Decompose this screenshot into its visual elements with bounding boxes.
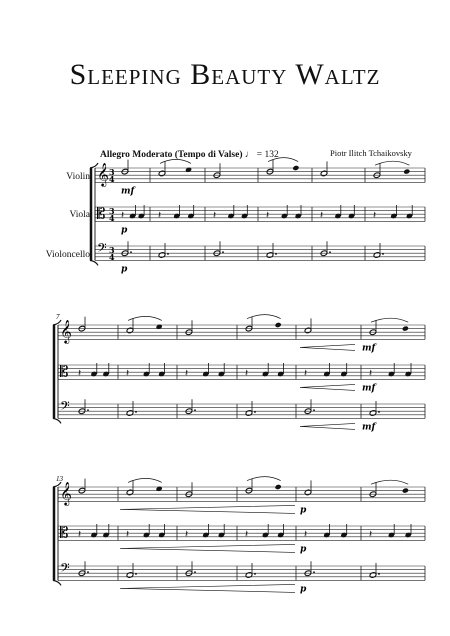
time-signature-bottom: 4 <box>109 252 115 263</box>
quarter-rest-icon: 𝄽 <box>245 528 249 540</box>
time-signature-top: 3 <box>109 205 115 216</box>
tempo-text: Allegro Moderato (Tempo di Valse) <box>100 150 243 160</box>
note-quarter <box>275 484 282 490</box>
note-quarter <box>156 486 163 492</box>
bass-clef-icon: 𝄢 <box>97 240 107 259</box>
dynamic-marking: mf <box>121 186 135 197</box>
time-signature-top: 3 <box>109 166 115 177</box>
bar-number: 13 <box>56 475 63 483</box>
instrument-label-cello: Violoncello <box>45 250 90 260</box>
dynamic-marking: mf <box>362 383 376 394</box>
crescendo-hairpin <box>300 344 355 350</box>
time-signature-top: 3 <box>109 244 115 255</box>
bass-clef-icon: 𝄢 <box>60 398 70 417</box>
dynamic-marking: mf <box>362 422 376 433</box>
quarter-rest-icon: 𝄽 <box>369 367 373 379</box>
note-dot <box>329 251 331 253</box>
time-signature-bottom: 4 <box>109 174 115 185</box>
bass-clef-icon: 𝄢 <box>60 560 70 579</box>
quarter-rest-icon: 𝄽 <box>158 209 162 221</box>
bracket-hook-bottom <box>53 418 61 423</box>
instrument-label-viola: Viola <box>69 210 90 220</box>
treble-clef-icon: 𝄞 <box>60 480 72 505</box>
slur <box>371 480 408 484</box>
instrument-label-violin: Violin <box>66 172 90 182</box>
note-dot <box>130 251 132 253</box>
quarter-rest-icon: 𝄽 <box>245 367 249 379</box>
quarter-rest-icon: 𝄽 <box>126 528 130 540</box>
bracket-hook-bottom <box>90 260 98 265</box>
note-dot <box>194 571 196 573</box>
crescendo-hairpin <box>300 423 355 429</box>
note-dot <box>222 251 224 253</box>
quarter-rest-icon: 𝄽 <box>121 209 125 221</box>
note-dot <box>275 253 277 255</box>
quarter-rest-icon: 𝄽 <box>369 528 373 540</box>
crescendo-hairpin <box>300 384 355 390</box>
quarter-rest-icon: 𝄽 <box>266 209 270 221</box>
treble-clef-icon: 𝄞 <box>97 161 109 186</box>
note-dot <box>378 573 380 575</box>
note-quarter <box>292 165 299 171</box>
quarter-rest-icon: 𝄽 <box>185 528 189 540</box>
note-dot <box>254 411 256 413</box>
dynamic-marking: mf <box>362 343 376 354</box>
note-quarter <box>185 167 192 173</box>
quarter-rest-icon: 𝄽 <box>304 367 308 379</box>
dynamic-marking: p <box>300 584 307 595</box>
bracket-hook-bottom <box>53 580 61 585</box>
slur <box>371 318 408 322</box>
note-dot <box>135 573 137 575</box>
quarter-rest-icon: 𝄽 <box>126 367 130 379</box>
dynamic-marking: p <box>300 544 307 555</box>
alto-clef-icon: 𝄡 <box>60 362 69 381</box>
dynamic-marking: p <box>121 264 128 275</box>
note-dot <box>87 571 89 573</box>
alto-clef-icon: 𝄡 <box>97 204 106 223</box>
note-dot <box>313 571 315 573</box>
note-dot <box>87 409 89 411</box>
time-signature-bottom: 4 <box>109 213 115 224</box>
alto-clef-icon: 𝄡 <box>60 523 69 542</box>
note-dot <box>167 253 169 255</box>
quarter-rest-icon: 𝄽 <box>320 209 324 221</box>
note-dot <box>135 411 137 413</box>
quarter-rest-icon: 𝄽 <box>185 367 189 379</box>
slur <box>268 158 298 162</box>
metronome-mark: ♩ = 132 <box>244 150 279 160</box>
quarter-rest-icon: 𝄽 <box>373 209 377 221</box>
note-dot <box>313 409 315 411</box>
decrescendo-hairpin <box>120 544 295 552</box>
quarter-rest-icon: 𝄽 <box>78 528 82 540</box>
note-quarter <box>275 322 282 328</box>
dynamic-marking: p <box>300 505 307 516</box>
dynamic-marking: p <box>121 225 128 236</box>
bar-number: 7 <box>56 313 60 321</box>
note-dot <box>382 253 384 255</box>
note-quarter <box>402 488 409 494</box>
quarter-rest-icon: 𝄽 <box>304 528 308 540</box>
treble-clef-icon: 𝄞 <box>60 318 72 343</box>
composer-credit: Piotr Ilitch Tchaikovsky <box>330 148 412 158</box>
note-quarter <box>156 324 163 330</box>
note-quarter <box>402 326 409 332</box>
decrescendo-hairpin <box>120 584 295 592</box>
quarter-rest-icon: 𝄽 <box>213 209 217 221</box>
note-dot <box>194 409 196 411</box>
decrescendo-hairpin <box>120 505 295 513</box>
note-dot <box>254 573 256 575</box>
piece-title: Sleeping Beauty Waltz <box>69 58 381 91</box>
quarter-rest-icon: 𝄽 <box>78 367 82 379</box>
note-quarter <box>403 169 410 175</box>
note-dot <box>378 411 380 413</box>
